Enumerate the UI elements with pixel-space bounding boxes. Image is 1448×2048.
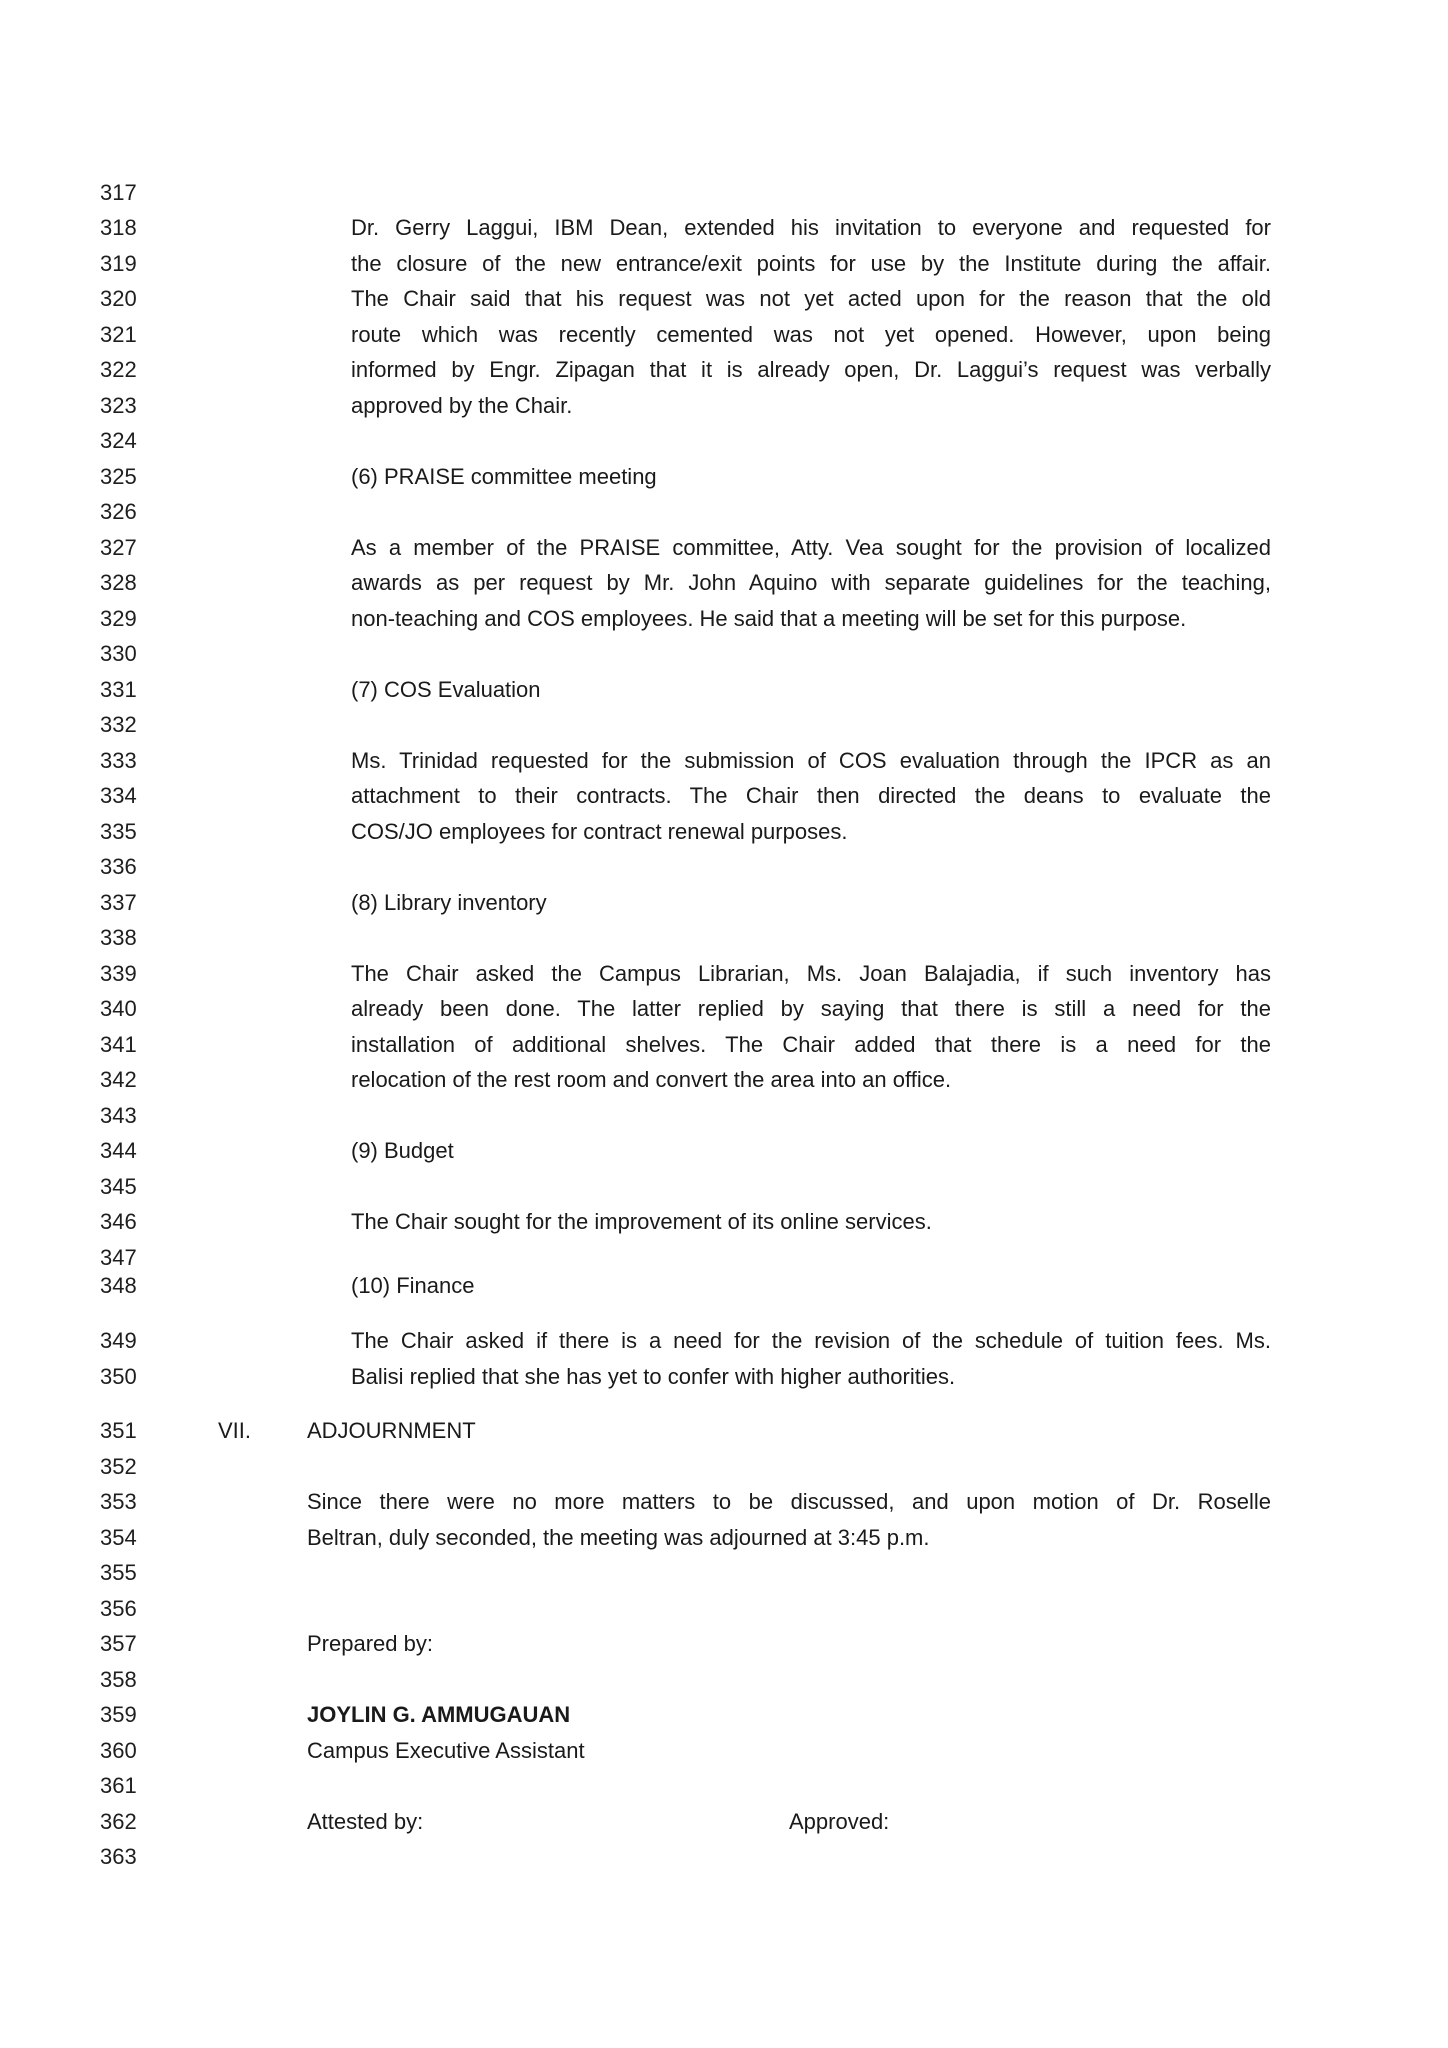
paragraph-line: non-teaching and COS employees. He said that a meeting will be set for this purpose. [351, 606, 1187, 631]
paragraph-line: Dr. Gerry Laggui, IBM Dean, extended his invitation to everyone and requested for [351, 215, 1271, 240]
line-number: 351 [100, 1418, 137, 1443]
line-number: 320 [100, 286, 137, 311]
line-number: 328 [100, 570, 137, 595]
paragraph-line: Beltran, duly seconded, the meeting was adjourned at 3:45 p.m. [307, 1525, 930, 1550]
line-number: 342 [100, 1067, 137, 1092]
paragraph-line: awards as per request by Mr. John Aquino with separate guidelines for the teaching, [351, 570, 1271, 595]
line-number: 339 [100, 961, 137, 986]
item-heading: (6) PRAISE committee meeting [351, 464, 657, 489]
paragraph-line: the closure of the new entrance/exit points for use by the Institute during the affair. [351, 251, 1271, 276]
line-number: 321 [100, 322, 137, 347]
line-number: 360 [100, 1738, 137, 1763]
paragraph-line: Balisi replied that she has yet to confer with higher authorities. [351, 1364, 956, 1389]
line-number: 325 [100, 464, 137, 489]
line-number: 330 [100, 641, 137, 666]
paragraph-line: COS/JO employees for contract renewal purposes. [351, 819, 848, 844]
line-number: 363 [100, 1844, 137, 1869]
line-number: 352 [100, 1454, 137, 1479]
approved-label: Approved: [789, 1809, 890, 1834]
line-number: 349 [100, 1328, 137, 1353]
preparer-title: Campus Executive Assistant [307, 1738, 585, 1763]
paragraph-line: informed by Engr. Zipagan that it is already open, Dr. Laggui’s request was verbally [351, 357, 1271, 382]
item-heading: (9) Budget [351, 1138, 454, 1163]
section-title: ADJOURNMENT [307, 1418, 476, 1443]
line-number: 343 [100, 1103, 137, 1128]
item-heading: (7) COS Evaluation [351, 677, 541, 702]
section-numeral: VII. [218, 1418, 252, 1443]
line-number: 327 [100, 535, 137, 560]
paragraph-line: relocation of the rest room and convert the area into an office. [351, 1067, 952, 1092]
line-number: 344 [100, 1138, 137, 1163]
line-number: 323 [100, 393, 137, 418]
paragraph-line: The Chair asked if there is a need for the revision of the schedule of tuition fees. Ms. [351, 1328, 1271, 1353]
prepared-by-label: Prepared by: [307, 1631, 433, 1656]
line-number: 340 [100, 996, 137, 1021]
line-number: 348 [100, 1273, 137, 1298]
line-number: 355 [100, 1560, 137, 1585]
line-number: 334 [100, 783, 137, 808]
paragraph-line: attachment to their contracts. The Chair then directed the deans to evaluate the [351, 783, 1271, 808]
line-number: 354 [100, 1525, 137, 1550]
line-number: 341 [100, 1032, 137, 1057]
paragraph-line: Ms. Trinidad requested for the submission of COS evaluation through the IPCR as an [351, 748, 1271, 773]
line-number: 346 [100, 1209, 137, 1234]
paragraph-line: As a member of the PRAISE committee, Atty. Vea sought for the provision of localized [351, 535, 1271, 560]
line-number: 319 [100, 251, 137, 276]
item-heading: (10) Finance [351, 1273, 475, 1298]
attested-by-label: Attested by: [307, 1809, 424, 1834]
paragraph-line: The Chair said that his request was not yet acted upon for the reason that the old [351, 286, 1271, 311]
line-number: 359 [100, 1702, 137, 1727]
line-number: 353 [100, 1489, 137, 1514]
paragraph-line: already been done. The latter replied by saying that there is still a need for the [351, 996, 1271, 1021]
line-number: 350 [100, 1364, 137, 1389]
line-number: 318 [100, 215, 137, 240]
line-number: 322 [100, 357, 137, 382]
item-heading: (8) Library inventory [351, 890, 547, 915]
paragraph-line: Since there were no more matters to be discussed, and upon motion of Dr. Roselle [307, 1489, 1271, 1514]
line-number: 347 [100, 1245, 137, 1270]
paragraph-line: route which was recently cemented was not yet opened. However, upon being [351, 322, 1271, 347]
paragraph-line: The Chair asked the Campus Librarian, Ms. Joan Balajadia, if such inventory has [351, 961, 1271, 986]
line-number: 326 [100, 499, 137, 524]
line-number: 345 [100, 1174, 137, 1199]
line-number: 356 [100, 1596, 137, 1621]
line-number: 329 [100, 606, 137, 631]
paragraph-line: installation of additional shelves. The Chair added that there is a need for the [351, 1032, 1271, 1057]
line-number: 335 [100, 819, 137, 844]
paragraph-line: approved by the Chair. [351, 393, 573, 418]
paragraph-line: The Chair sought for the improvement of its online services. [351, 1209, 932, 1234]
line-number: 361 [100, 1773, 137, 1798]
line-number: 333 [100, 748, 137, 773]
line-number: 338 [100, 925, 137, 950]
line-number: 357 [100, 1631, 137, 1656]
line-number: 358 [100, 1667, 137, 1692]
line-number: 362 [100, 1809, 137, 1834]
line-number: 317 [100, 180, 137, 205]
line-number: 331 [100, 677, 137, 702]
line-number: 336 [100, 854, 137, 879]
line-number: 337 [100, 890, 137, 915]
line-number: 332 [100, 712, 137, 737]
preparer-name: JOYLIN G. AMMUGAUAN [307, 1702, 571, 1727]
line-number: 324 [100, 428, 137, 453]
